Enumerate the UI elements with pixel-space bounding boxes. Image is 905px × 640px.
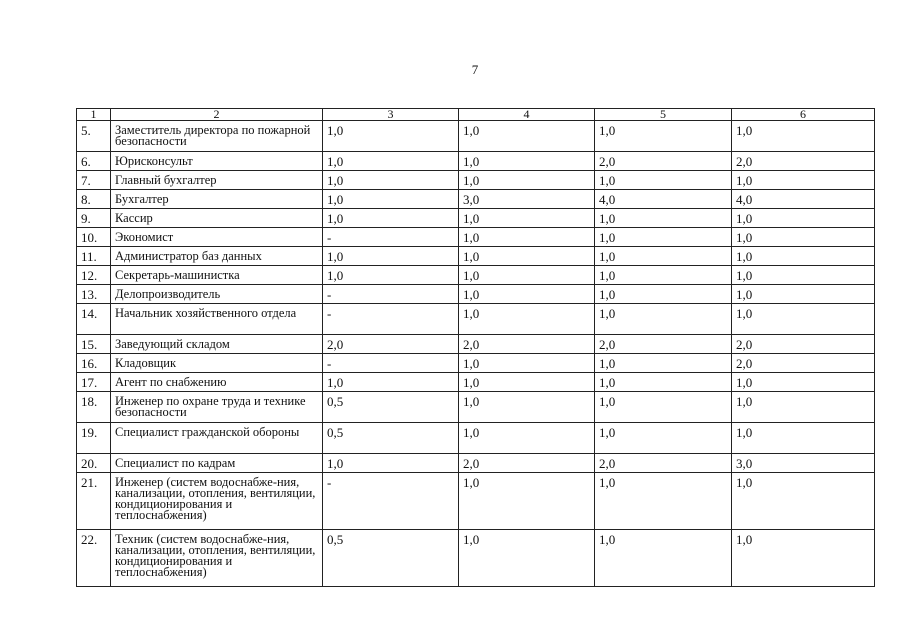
value-cell-col4: 1,0 xyxy=(459,473,595,530)
value-cell-col6: 1,0 xyxy=(732,209,875,228)
row-number-cell: 19. xyxy=(77,423,111,454)
position-name-cell: Техник (систем водоснабже-ния, канализации, отопления, вентиляции, кондиционирования и теплоснабжения) xyxy=(111,530,323,587)
position-name-cell: Экономист xyxy=(111,228,323,247)
value-cell-col5: 2,0 xyxy=(595,454,732,473)
value-cell-col6: 1,0 xyxy=(732,530,875,587)
value-cell-col6: 1,0 xyxy=(732,285,875,304)
position-name-cell: Юрисконсульт xyxy=(111,152,323,171)
position-name-cell: Секретарь-машинистка xyxy=(111,266,323,285)
value-cell-col6: 1,0 xyxy=(732,392,875,423)
value-cell-col3: 0,5 xyxy=(323,392,459,423)
value-cell-col5: 1,0 xyxy=(595,121,732,152)
value-cell-col6: 1,0 xyxy=(732,171,875,190)
value-cell-col5: 1,0 xyxy=(595,473,732,530)
value-cell-col3: - xyxy=(323,285,459,304)
value-cell-col3: 0,5 xyxy=(323,423,459,454)
value-cell-col5: 1,0 xyxy=(595,423,732,454)
value-cell-col4: 1,0 xyxy=(459,152,595,171)
value-cell-col4: 1,0 xyxy=(459,171,595,190)
table-row xyxy=(77,530,875,587)
position-name-cell: Инженер (систем водоснабже-ния, канализации, отопления, вентиляции, кондиционирования и теплоснабжения) xyxy=(111,473,323,530)
row-number-cell: 8. xyxy=(77,190,111,209)
value-cell-col3: 1,0 xyxy=(323,266,459,285)
position-name-cell: Администратор баз данных xyxy=(111,247,323,266)
value-cell-col5: 1,0 xyxy=(595,530,732,587)
value-cell-col6: 1,0 xyxy=(732,304,875,335)
value-cell-col5: 2,0 xyxy=(595,152,732,171)
column-header-3: 3 xyxy=(323,109,459,121)
value-cell-col3: - xyxy=(323,228,459,247)
table-row xyxy=(77,392,875,423)
value-cell-col3: 1,0 xyxy=(323,171,459,190)
value-cell-col3: 1,0 xyxy=(323,190,459,209)
value-cell-col5: 1,0 xyxy=(595,171,732,190)
value-cell-col4: 1,0 xyxy=(459,209,595,228)
column-header-1: 1 xyxy=(77,109,111,121)
value-cell-col4: 1,0 xyxy=(459,304,595,335)
row-number-cell: 22. xyxy=(77,530,111,587)
value-cell-col6: 2,0 xyxy=(732,354,875,373)
value-cell-col5: 1,0 xyxy=(595,392,732,423)
value-cell-col6: 1,0 xyxy=(732,228,875,247)
value-cell-col3: 1,0 xyxy=(323,454,459,473)
value-cell-col4: 1,0 xyxy=(459,373,595,392)
value-cell-col4: 1,0 xyxy=(459,423,595,454)
value-cell-col4: 2,0 xyxy=(459,454,595,473)
value-cell-col6: 1,0 xyxy=(732,473,875,530)
value-cell-col4: 1,0 xyxy=(459,354,595,373)
row-number-cell: 9. xyxy=(77,209,111,228)
position-name-cell: Агент по снабжению xyxy=(111,373,323,392)
position-name-cell: Делопроизводитель xyxy=(111,285,323,304)
value-cell-col4: 1,0 xyxy=(459,266,595,285)
table-row xyxy=(77,152,875,171)
staffing-table xyxy=(76,108,875,587)
row-number-cell: 13. xyxy=(77,285,111,304)
table-row xyxy=(77,266,875,285)
row-number-cell: 7. xyxy=(77,171,111,190)
value-cell-col4: 1,0 xyxy=(459,530,595,587)
row-number-cell: 6. xyxy=(77,152,111,171)
table-body xyxy=(77,121,875,587)
value-cell-col4: 1,0 xyxy=(459,247,595,266)
position-name-cell: Заместитель директора по пожарной безопасности xyxy=(111,121,323,152)
table-row xyxy=(77,171,875,190)
value-cell-col6: 1,0 xyxy=(732,373,875,392)
value-cell-col5: 1,0 xyxy=(595,373,732,392)
value-cell-col6: 4,0 xyxy=(732,190,875,209)
value-cell-col5: 1,0 xyxy=(595,266,732,285)
row-number-cell: 11. xyxy=(77,247,111,266)
value-cell-col5: 1,0 xyxy=(595,304,732,335)
row-number-cell: 15. xyxy=(77,335,111,354)
column-header-5: 5 xyxy=(595,109,732,121)
column-header-6: 6 xyxy=(732,109,875,121)
table-row xyxy=(77,454,875,473)
value-cell-col5: 1,0 xyxy=(595,354,732,373)
table-row xyxy=(77,285,875,304)
table-row xyxy=(77,373,875,392)
value-cell-col4: 1,0 xyxy=(459,228,595,247)
page-number: 7 xyxy=(471,62,479,77)
value-cell-col3: 1,0 xyxy=(323,121,459,152)
value-cell-col6: 3,0 xyxy=(732,454,875,473)
row-number-cell: 18. xyxy=(77,392,111,423)
position-name-cell: Заведующий складом xyxy=(111,335,323,354)
position-name-cell: Главный бухгалтер xyxy=(111,171,323,190)
value-cell-col5: 2,0 xyxy=(595,335,732,354)
table-row xyxy=(77,473,875,530)
table-row xyxy=(77,304,875,335)
value-cell-col4: 3,0 xyxy=(459,190,595,209)
value-cell-col4: 1,0 xyxy=(459,121,595,152)
position-name-cell: Кладовщик xyxy=(111,354,323,373)
value-cell-col6: 1,0 xyxy=(732,266,875,285)
value-cell-col3: 0,5 xyxy=(323,530,459,587)
value-cell-col3: 1,0 xyxy=(323,247,459,266)
value-cell-col4: 1,0 xyxy=(459,285,595,304)
value-cell-col3: - xyxy=(323,354,459,373)
position-name-cell: Специалист гражданской обороны xyxy=(111,423,323,454)
column-header-4: 4 xyxy=(459,109,595,121)
value-cell-col5: 1,0 xyxy=(595,247,732,266)
value-cell-col5: 1,0 xyxy=(595,209,732,228)
table-row xyxy=(77,121,875,152)
value-cell-col3: - xyxy=(323,304,459,335)
value-cell-col5: 1,0 xyxy=(595,228,732,247)
row-number-cell: 21. xyxy=(77,473,111,530)
value-cell-col5: 4,0 xyxy=(595,190,732,209)
row-number-cell: 17. xyxy=(77,373,111,392)
table-row xyxy=(77,228,875,247)
value-cell-col6: 2,0 xyxy=(732,152,875,171)
position-name-cell: Специалист по кадрам xyxy=(111,454,323,473)
value-cell-col6: 1,0 xyxy=(732,121,875,152)
table-row xyxy=(77,247,875,266)
position-name-cell: Начальник хозяйственного отдела xyxy=(111,304,323,335)
value-cell-col6: 2,0 xyxy=(732,335,875,354)
table-row xyxy=(77,423,875,454)
position-name-cell: Бухгалтер xyxy=(111,190,323,209)
value-cell-col3: 1,0 xyxy=(323,152,459,171)
row-number-cell: 12. xyxy=(77,266,111,285)
value-cell-col5: 1,0 xyxy=(595,285,732,304)
table-row xyxy=(77,354,875,373)
value-cell-col4: 1,0 xyxy=(459,392,595,423)
header-row xyxy=(77,109,875,121)
table-row xyxy=(77,190,875,209)
row-number-cell: 14. xyxy=(77,304,111,335)
row-number-cell: 10. xyxy=(77,228,111,247)
position-name-cell: Инженер по охране труда и технике безопасности xyxy=(111,392,323,423)
table-row xyxy=(77,209,875,228)
value-cell-col6: 1,0 xyxy=(732,247,875,266)
value-cell-col3: 1,0 xyxy=(323,373,459,392)
value-cell-col3: 2,0 xyxy=(323,335,459,354)
value-cell-col4: 2,0 xyxy=(459,335,595,354)
value-cell-col6: 1,0 xyxy=(732,423,875,454)
value-cell-col3: 1,0 xyxy=(323,209,459,228)
value-cell-col3: - xyxy=(323,473,459,530)
column-header-2: 2 xyxy=(111,109,323,121)
row-number-cell: 16. xyxy=(77,354,111,373)
position-name-cell: Кассир xyxy=(111,209,323,228)
table-row xyxy=(77,335,875,354)
row-number-cell: 5. xyxy=(77,121,111,152)
row-number-cell: 20. xyxy=(77,454,111,473)
